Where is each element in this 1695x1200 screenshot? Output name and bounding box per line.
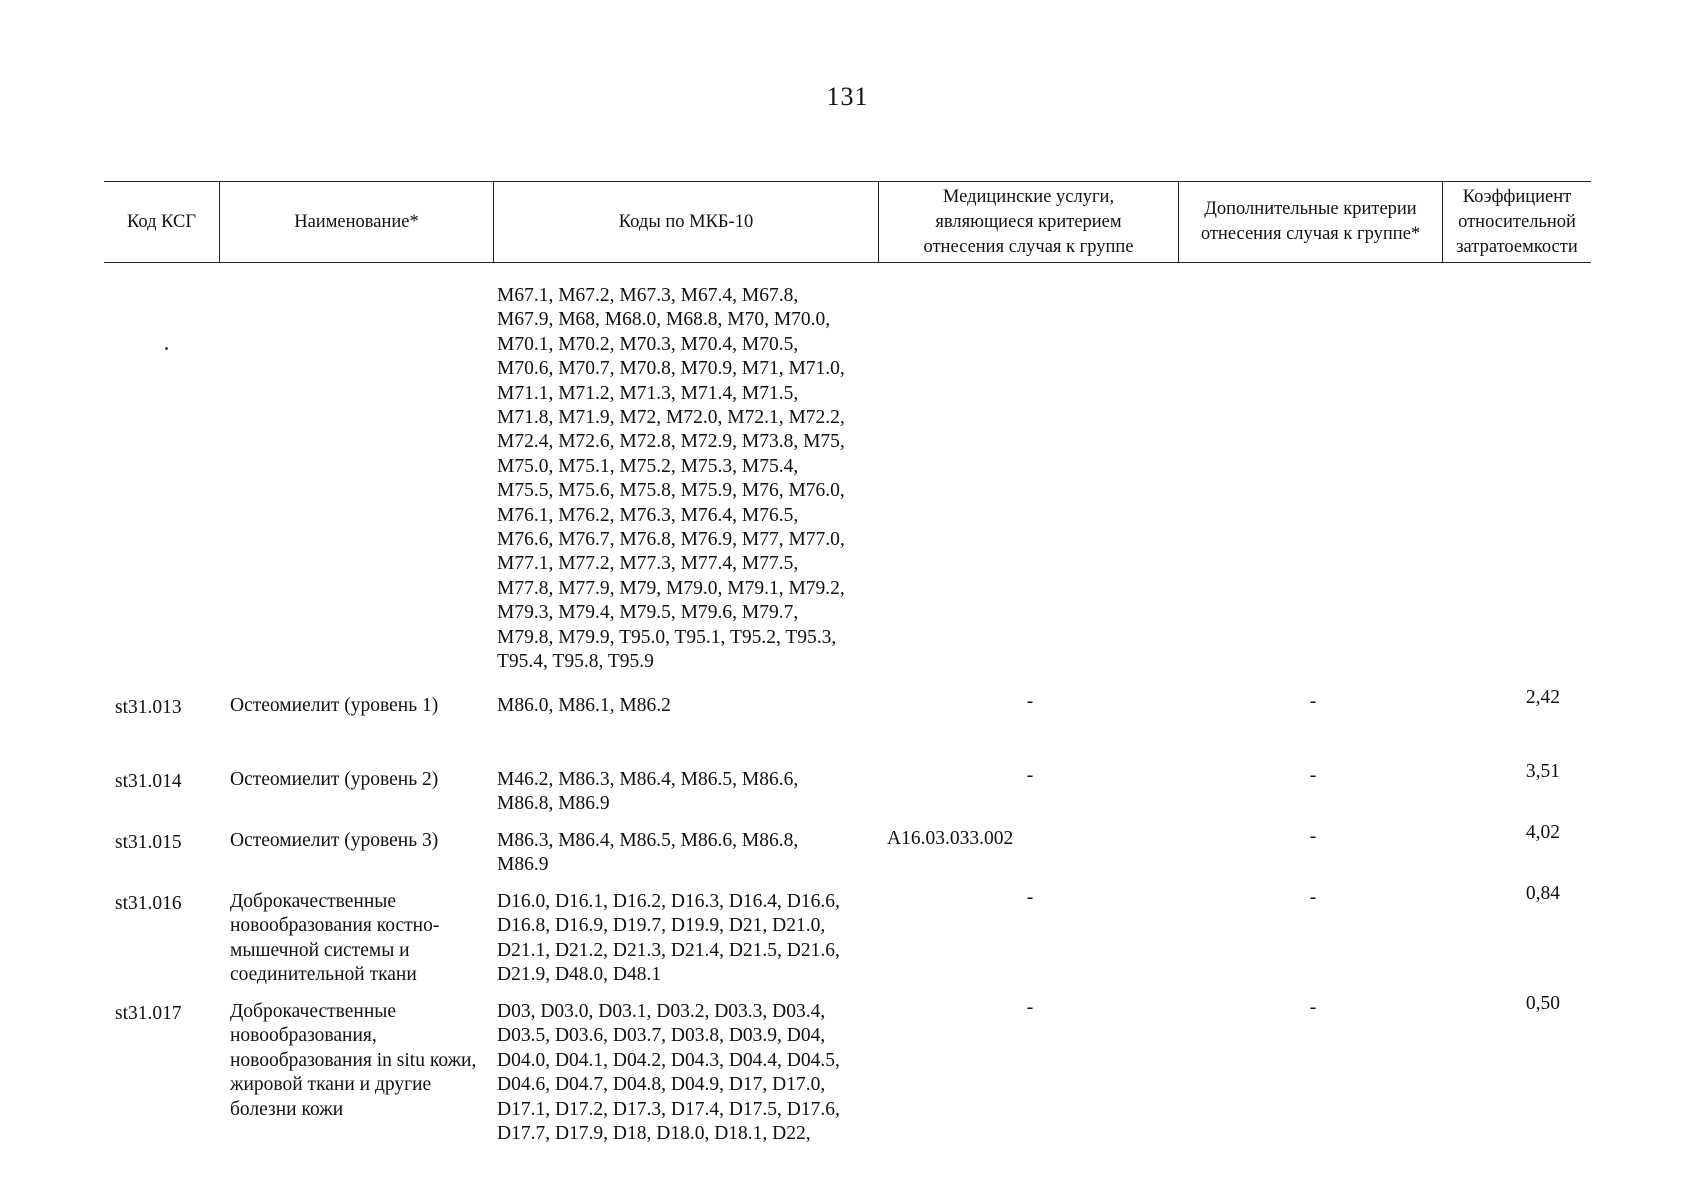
text-line: M70.6, M70.7, M70.8, M70.9, M71, M71.0, — [497, 358, 845, 380]
text-line: M75.0, M75.1, M75.2, M75.3, M75.4, — [497, 455, 799, 477]
icd-codes-cell — [497, 1000, 877, 1146]
ksg-code: st31.014 — [115, 771, 182, 792]
ksg-code: st31.016 — [115, 893, 182, 914]
text-line: D03.5, D03.6, D03.7, D03.8, D03.9, D04, — [497, 1025, 826, 1047]
text-line: Остеомиелит (уровень 3) — [230, 830, 439, 851]
text-line: M86.8, M86.9 — [497, 793, 610, 815]
text-line: M76.6, M76.7, M76.8, M76.9, M77, M77.0, — [497, 529, 845, 551]
ksg-name — [230, 890, 500, 988]
text-line: D04.6, D04.7, D04.8, D04.9, D17, D17.0, — [497, 1074, 826, 1096]
header-coefficient: Коэффициент относительной затратоемкости — [1456, 186, 1578, 257]
coefficient-value: 0,50 — [1525, 993, 1560, 1014]
header-extra-criteria: Дополнительные критерии отнесения случая к группе* — [1179, 182, 1443, 262]
text-line: M77.8, M77.9, M79, M79.0, M79.1, M79.2, — [497, 577, 845, 599]
text-line: D17.1, D17.2, D17.3, D17.4, D17.5, D17.6, — [497, 1098, 840, 1120]
text-line: M79.3, M79.4, M79.5, M79.6, M79.7, — [497, 602, 799, 624]
ksg-code: st31.017 — [115, 1003, 182, 1024]
ksg-code: st31.015 — [115, 832, 182, 853]
icd-codes-cell — [497, 829, 877, 878]
text-line: Остеомиелит (уровень 1) — [230, 695, 439, 716]
text-line: M72.4, M72.6, M72.8, M72.9, M73.8, M75, — [497, 431, 845, 453]
coefficient-value: 4,02 — [1525, 822, 1560, 843]
coefficient-value: 3,51 — [1525, 761, 1560, 782]
text-line: соединительной ткани — [230, 964, 417, 986]
medical-service-value: - — [1026, 997, 1034, 1018]
extra-criteria-value: - — [1309, 997, 1317, 1018]
text-line: D21.9, D48.0, D48.1 — [497, 964, 662, 986]
header-ksg-code: Код КСГ — [104, 182, 220, 262]
text-line: M71.8, M71.9, M72, M72.0, M72.1, M72.2, — [497, 407, 845, 429]
medical-service-value: - — [1026, 765, 1034, 786]
text-line: D03, D03.0, D03.1, D03.2, D03.3, D03.4, — [497, 1001, 826, 1022]
text-line: M70.1, M70.2, M70.3, M70.4, M70.5, — [497, 333, 799, 355]
text-line: Остеомиелит (уровень 2) — [230, 769, 439, 790]
header-icd-codes: Коды по МКБ-10 — [494, 182, 879, 262]
text-line: Доброкачественные — [230, 891, 397, 912]
extra-criteria-value: - — [1309, 887, 1317, 908]
icd-codes-cell — [497, 890, 877, 988]
icd-codes-cell — [497, 694, 877, 718]
header-name: Наименование* — [220, 182, 494, 262]
coefficient-value: 2,42 — [1525, 687, 1560, 708]
text-line: M67.9, M68, M68.0, M68.8, M70, M70.0, — [497, 309, 831, 331]
text-line: мышечной системы и — [230, 939, 410, 961]
text-line: D04.0, D04.1, D04.2, D04.3, D04.4, D04.5, — [497, 1049, 840, 1071]
ksg-name — [230, 768, 500, 792]
text-line: M46.2, M86.3, M86.4, M86.5, M86.6, — [497, 769, 799, 790]
ksg-code: st31.013 — [115, 697, 182, 718]
text-line: новообразования, — [230, 1025, 377, 1047]
coefficient-value: 0,84 — [1525, 883, 1560, 904]
text-line: новообразования костно- — [230, 915, 440, 937]
medical-service-value: A16.03.033.002 — [887, 828, 1014, 849]
extra-criteria-value: - — [1309, 765, 1317, 786]
text-line: M79.8, M79.9, T95.0, T95.1, T95.2, T95.3, — [497, 626, 837, 648]
page-number: 131 — [826, 82, 869, 111]
ksg-name — [230, 829, 500, 853]
medical-service-value: - — [1026, 887, 1034, 908]
medical-service-value: - — [1026, 691, 1034, 712]
ksg-name — [230, 1000, 500, 1122]
text-line: M86.9 — [497, 854, 549, 876]
text-line: жировой ткани и другие — [230, 1074, 432, 1096]
text-line: T95.4, T95.8, T95.9 — [497, 651, 654, 673]
text-line: M76.1, M76.2, M76.3, M76.4, M76.5, — [497, 504, 799, 526]
text-line: M67.1, M67.2, M67.3, M67.4, M67.8, — [497, 285, 799, 306]
header-medical-services: Медицинские услуги, являющиеся критерием отнесения случая к группе — [879, 182, 1179, 262]
text-line: болезни кожи — [230, 1098, 344, 1120]
stray-dot — [165, 347, 168, 350]
table-header — [104, 181, 1591, 263]
text-line: D16.0, D16.1, D16.2, D16.3, D16.4, D16.6, — [497, 891, 840, 912]
icd-codes-cell — [497, 768, 877, 817]
text-line: M86.0, M86.1, M86.2 — [497, 695, 671, 716]
ksg-name — [230, 694, 500, 718]
text-line: Доброкачественные — [230, 1001, 397, 1022]
text-line: D17.7, D17.9, D18, D18.0, D18.1, D22, — [497, 1123, 811, 1145]
extra-criteria-value: - — [1309, 691, 1317, 712]
text-line: M77.1, M77.2, M77.3, M77.4, M77.5, — [497, 553, 799, 575]
text-line: D21.1, D21.2, D21.3, D21.4, D21.5, D21.6, — [497, 939, 840, 961]
icd-codes-cell — [497, 284, 877, 675]
text-line: M75.5, M75.6, M75.8, M75.9, M76, M76.0, — [497, 480, 845, 502]
extra-criteria-value: - — [1309, 826, 1317, 847]
text-line: M86.3, M86.4, M86.5, M86.6, M86.8, — [497, 830, 799, 851]
text-line: M71.1, M71.2, M71.3, M71.4, M71.5, — [497, 382, 799, 404]
text-line: новообразования in situ кожи, — [230, 1049, 477, 1071]
text-line: D16.8, D16.9, D19.7, D19.9, D21, D21.0, — [497, 915, 826, 937]
